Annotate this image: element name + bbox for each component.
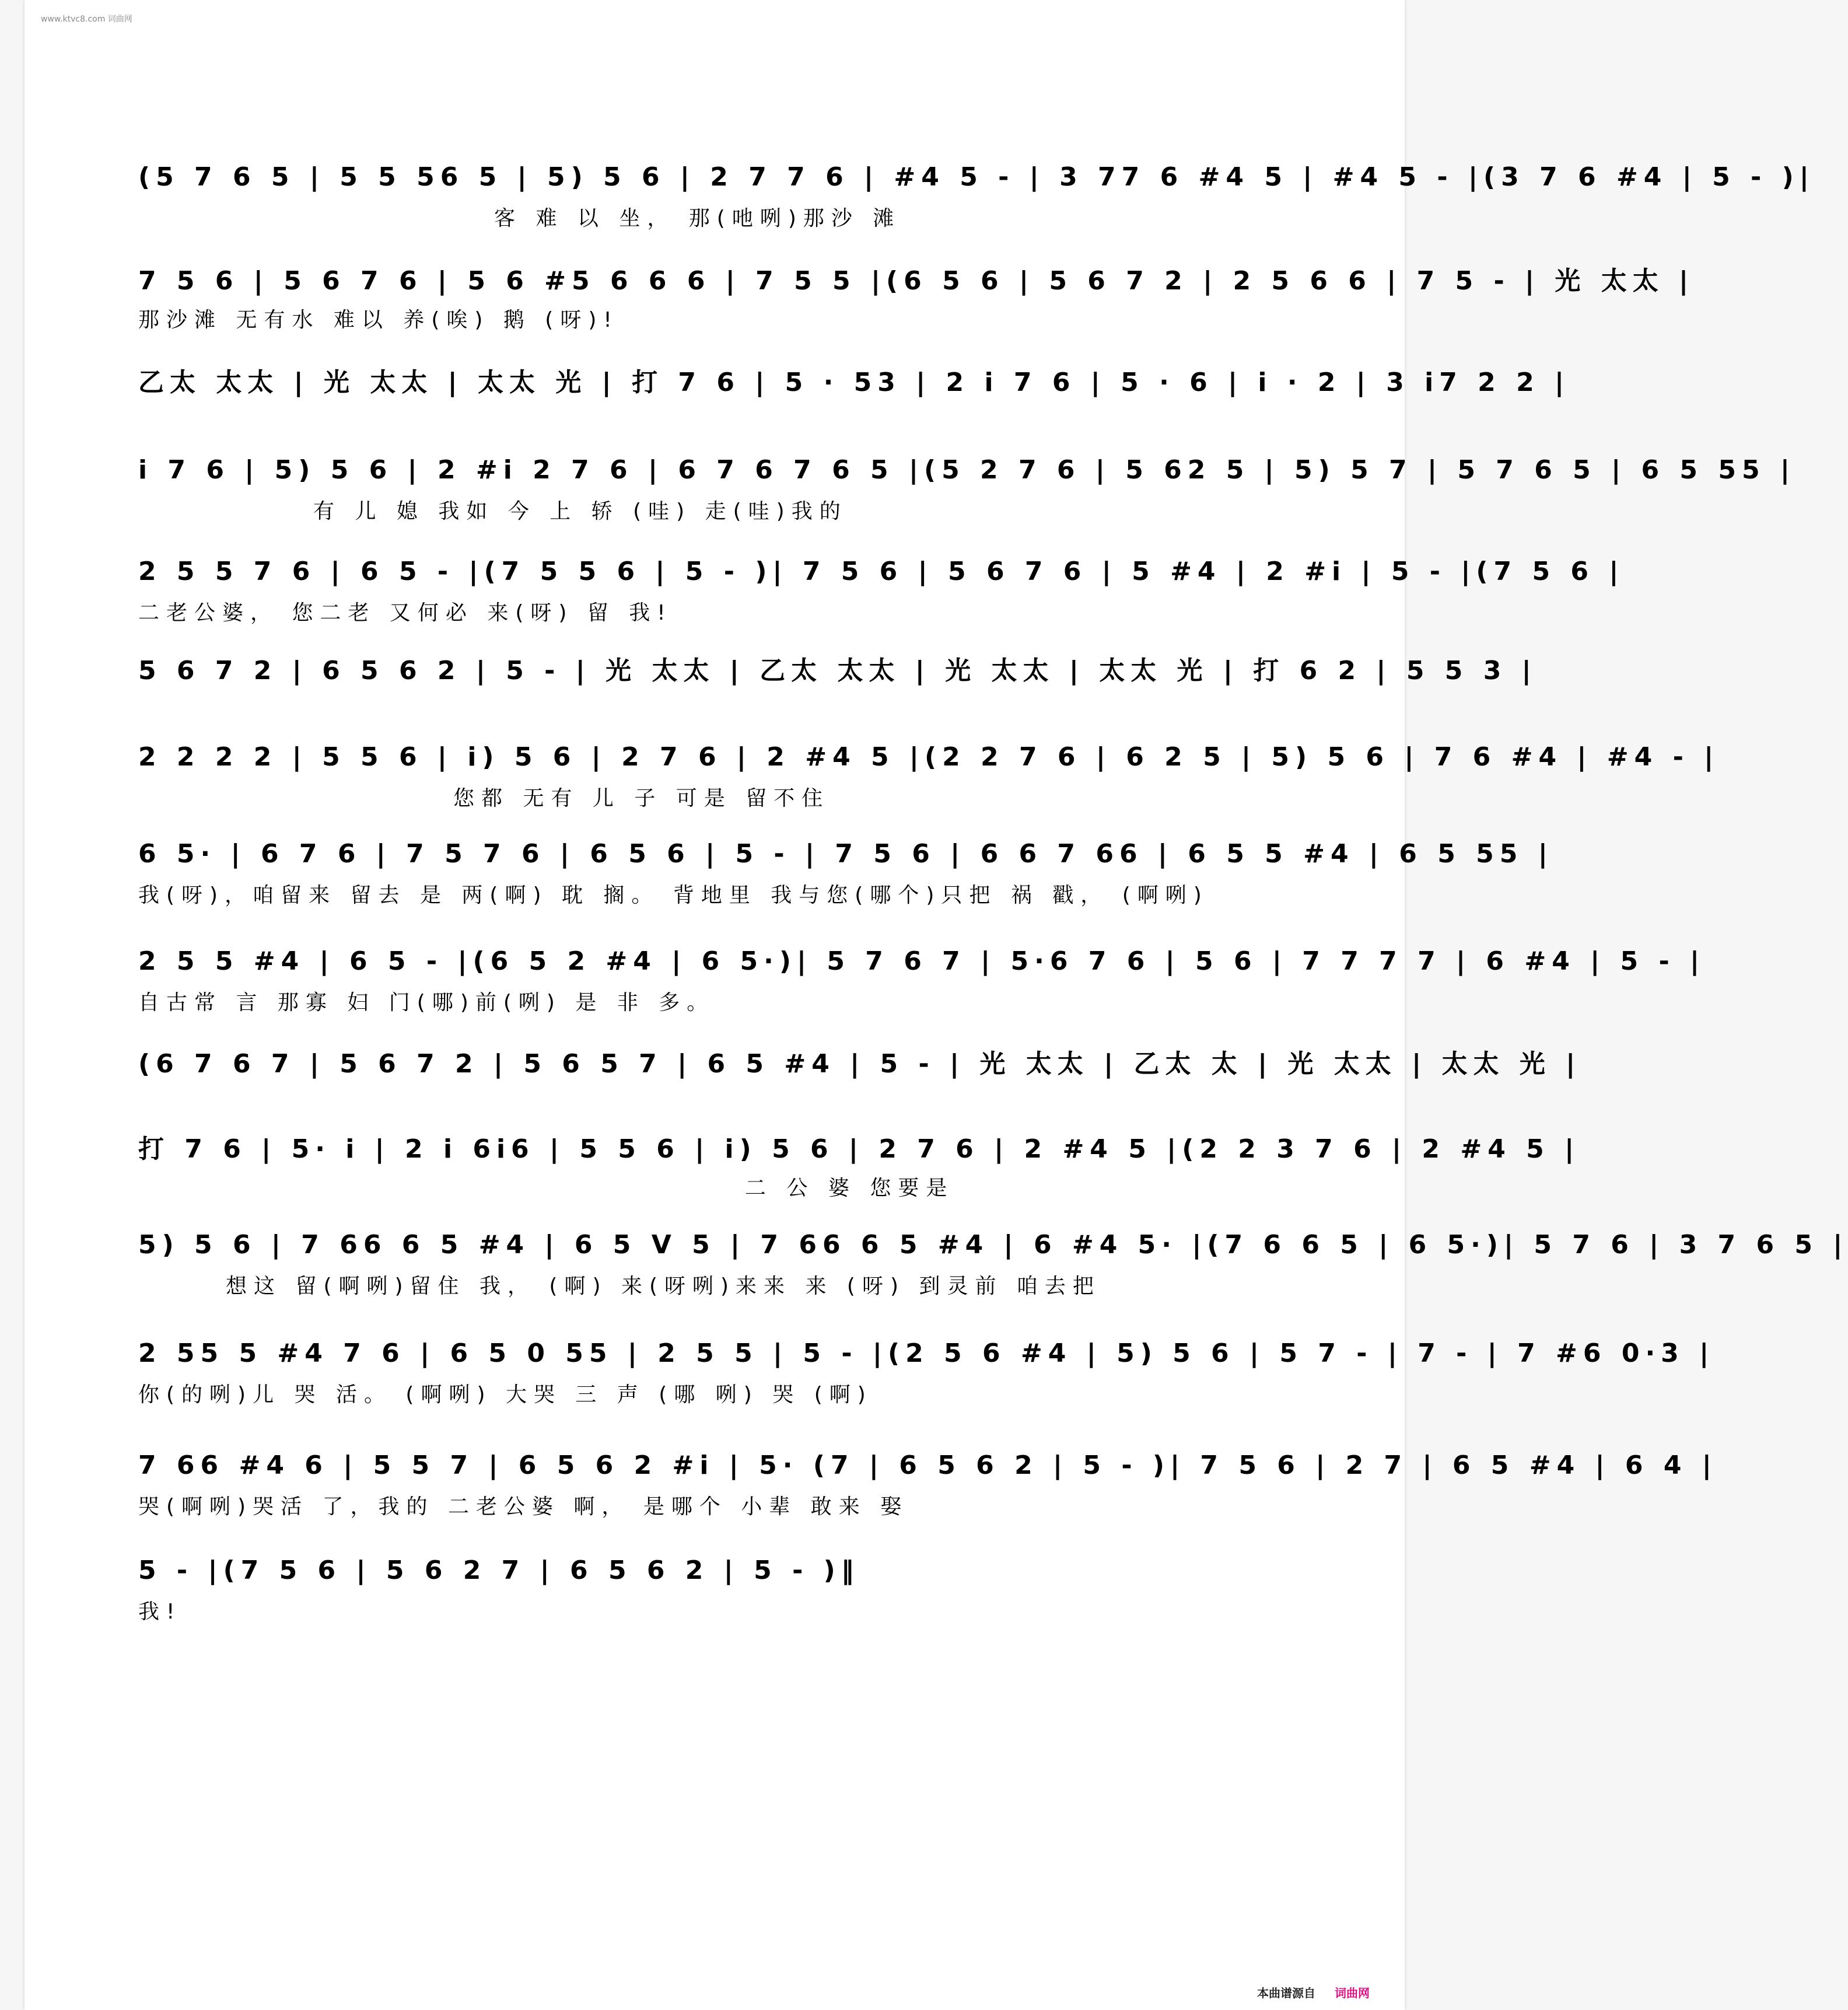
notation-line: 5) 5 6 | 7 66 6 5 #4 | 6 5 V 5 | 7 66 6 5 #4 | 6 #4 5· |(7 6 6 5 | 6 5·)| 5 7 6 | 3 7 6 5 |: [138, 1229, 1848, 1260]
site-watermark: www.ktvc8.com 词曲网: [41, 15, 132, 24]
notation-line: 2 55 5 #4 7 6 | 6 5 0 55 | 2 5 5 | 5 - |(2 5 6 #4 | 5) 5 6 | 5 7 - | 7 - | 7 #6 0·3 |: [138, 1338, 1715, 1368]
lyric-line: 客 难 以 坐， 那(吔咧)那沙 滩: [494, 207, 901, 230]
lyric-line: 二老公婆， 您二老 又何必 来(呀) 留 我!: [138, 601, 673, 625]
notation-line: i 7 6 | 5) 5 6 | 2 #i 2 7 6 | 6 7 6 7 6 5 |(5 2 7 6 | 5 62 5 | 5) 5 7 | 5 7 6 5 | 6 5 55 |: [138, 455, 1796, 485]
notation-line: 打 7 6 | 5· i | 2 i 6i6 | 5 5 6 | i) 5 6 | 2 7 6 | 2 #4 5 |(2 2 3 7 6 | 2 #4 5 |: [138, 1134, 1580, 1164]
lyric-line: 那沙滩 无有水 难以 养(唉) 鹅 (呀)!: [138, 308, 619, 332]
lyric-line: 想这 留(啊咧)留住 我， (啊) 来(呀咧)来来 来 (呀) 到灵前 咱去把: [226, 1274, 1101, 1298]
lyric-line: 你(的咧)儿 哭 活。 (啊咧) 大哭 三 声 (哪 咧) 哭 (啊): [138, 1383, 873, 1407]
notation-line: 6 5· | 6 7 6 | 7 5 7 6 | 6 5 6 | 5 - | 7 5 6 | 6 6 7 66 | 6 5 5 #4 | 6 5 55 |: [138, 838, 1553, 869]
notation-line: 2 5 5 #4 | 6 5 - |(6 5 2 #4 | 6 5·)| 5 7 6 7 | 5·6 7 6 | 5 6 | 7 7 7 7 | 6 #4 | 5 - |: [138, 946, 1706, 976]
notation-line: 乙太 太太 | 光 太太 | 太太 光 | 打 7 6 | 5 · 53 | 2 i 7 6 | 5 · 6 | i · 2 | 3 i7 2 2 |: [138, 368, 1570, 397]
notation-line: 7 5 6 | 5 6 7 6 | 5 6 #5 6 6 6 | 7 5 5 |(6 5 6 | 5 6 7 2 | 2 5 6 6 | 7 5 - | 光 太太 |: [138, 266, 1695, 296]
lyric-line: 我(呀)，咱留来 留去 是 两(啊) 耽 搁。 背地里 我与您(哪个)只把 祸 戳， (啊咧): [138, 883, 1209, 907]
notation-line: (5 7 6 5 | 5 5 56 5 | 5) 5 6 | 2 7 7 6 | #4 5 - | 3 77 6 #4 5 | #4 5 - |(3 7 6 #4 | 5 - )|: [138, 162, 1815, 192]
notation-line: 5 - |(7 5 6 | 5 6 2 7 | 6 5 6 2 | 5 - )‖: [138, 1555, 860, 1585]
score-page: [24, 0, 1848, 2010]
footer-logo[interactable]: 词曲网: [1335, 1986, 1370, 2000]
notation-line: 2 5 5 7 6 | 6 5 - |(7 5 5 6 | 5 - )| 7 5 6 | 5 6 7 6 | 5 #4 | 2 #i | 5 - |(7 5 6 |: [138, 556, 1625, 586]
lyric-line: 二 公 婆 您要是: [745, 1176, 954, 1200]
lyric-line: 自古常 言 那寡 妇 门(哪)前(咧) 是 非 多。: [138, 991, 715, 1015]
lyric-line: 您都 无有 儿 子 可是 留不住: [453, 786, 830, 810]
lyric-line: 我!: [138, 1600, 182, 1624]
notation-line: 2 2 2 2 | 5 5 6 | i) 5 6 | 2 7 6 | 2 #4 5 |(2 2 7 6 | 6 2 5 | 5) 5 6 | 7 6 #4 | #4 - |: [138, 742, 1720, 772]
notation-line: (6 7 6 7 | 5 6 7 2 | 5 6 5 7 | 6 5 #4 | 5 - | 光 太太 | 乙太 太 | 光 太太 | 太太 光 |: [138, 1049, 1581, 1079]
footer-brand: [1257, 1984, 1370, 2001]
lyric-line: 有 儿 媳 我如 今 上 轿 (哇) 走(哇)我的: [313, 499, 848, 523]
lyric-line: 哭(啊咧)哭活 了，我的 二老公婆 啊， 是哪个 小辈 敢来 娶: [138, 1495, 909, 1519]
footer-source-text: 本曲谱源自: [1257, 1986, 1316, 2000]
notation-line: 5 6 7 2 | 6 5 6 2 | 5 - | 光 太太 | 乙太 太太 | 光 太太 | 太太 光 | 打 6 2 | 5 5 3 |: [138, 656, 1537, 686]
notation-line: 7 66 #4 6 | 5 5 7 | 6 5 6 2 #i | 5· (7 | 6 5 6 2 | 5 - )| 7 5 6 | 2 7 | 6 5 #4 | 6 4 |: [138, 1450, 1717, 1480]
